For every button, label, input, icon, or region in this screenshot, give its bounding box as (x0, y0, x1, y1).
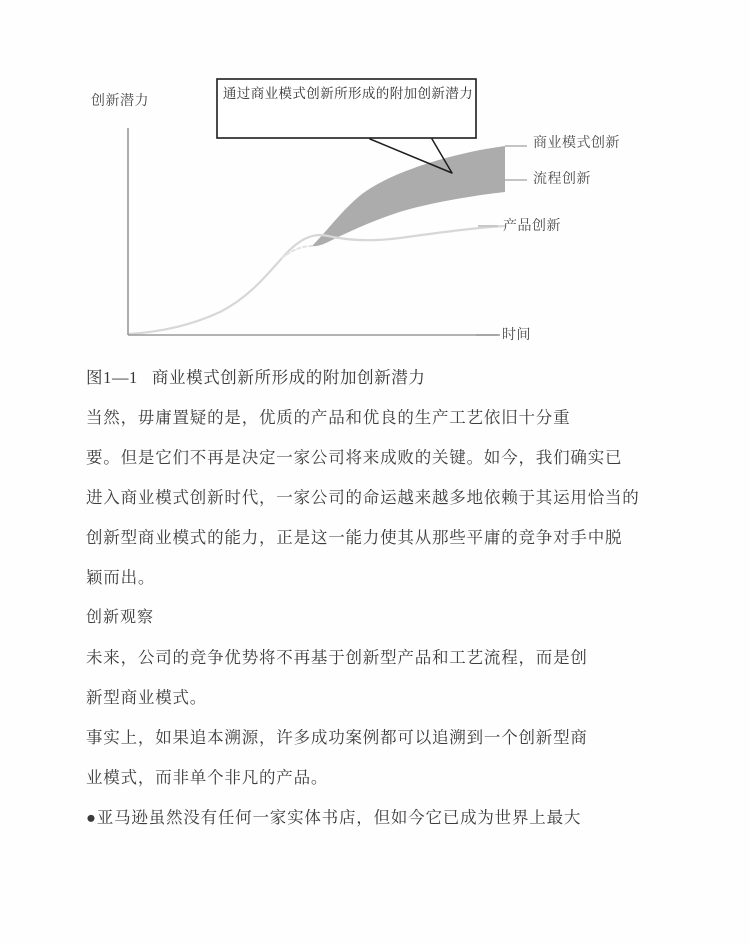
y-axis-label: 创新潜力 (91, 94, 149, 109)
figure-caption (86, 364, 426, 388)
text-line: 要。但是它们不再是决定一家公司将来成败的关键。如今，我们确实已 (86, 448, 623, 467)
text-line: ●亚马逊虽然没有任何一家实体书店，但如今它已成为世界上最大 (86, 808, 582, 827)
x-axis-label: 时间 (502, 328, 531, 343)
text-line: 事实上，如果追本溯源，许多成功案例都可以追溯到一个创新型商 (86, 728, 588, 747)
paragraph-3 (86, 718, 686, 798)
paragraph-1 (86, 398, 686, 598)
paragraph-4 (86, 798, 686, 838)
callout-text: 通过商业模式创新所形成的附加创新潜力 (222, 86, 474, 101)
text-line: 创新型商业模式的能力，正是这一能力使其从那些平庸的竞争对手中脱 (86, 528, 623, 547)
paragraph-2 (86, 638, 686, 718)
text-line: 当然，毋庸置疑的是，优质的产品和优良的生产工艺依旧十分重 (86, 408, 571, 427)
text-line: 未来，公司的竞争优势将不再基于创新型产品和工艺流程，而是创 (86, 648, 588, 667)
series-label-process: 流程创新 (533, 172, 591, 187)
series-label-product: 产品创新 (503, 219, 561, 234)
section-heading-text: 创新观察 (86, 609, 155, 626)
figure-caption-text: 商业模式创新所形成的附加创新潜力 (151, 368, 426, 387)
text-line: 业模式，而非单个非凡的产品。 (86, 768, 329, 787)
series-label-business-model: 商业模式创新 (533, 136, 620, 151)
text-line: 新型商业模式。 (86, 688, 208, 707)
callout-pointer (370, 139, 452, 173)
figure-diagram (80, 62, 680, 362)
text-line: 进入商业模式创新时代，一家公司的命运越来越多地依赖于其运用恰当的 (86, 488, 640, 507)
business-model-potential-band (312, 146, 505, 246)
figure-caption-number: 图1—1 (86, 368, 138, 387)
section-heading (86, 598, 686, 638)
text-line: 颖而出。 (86, 568, 156, 587)
innovation-potential-chart (80, 62, 680, 362)
